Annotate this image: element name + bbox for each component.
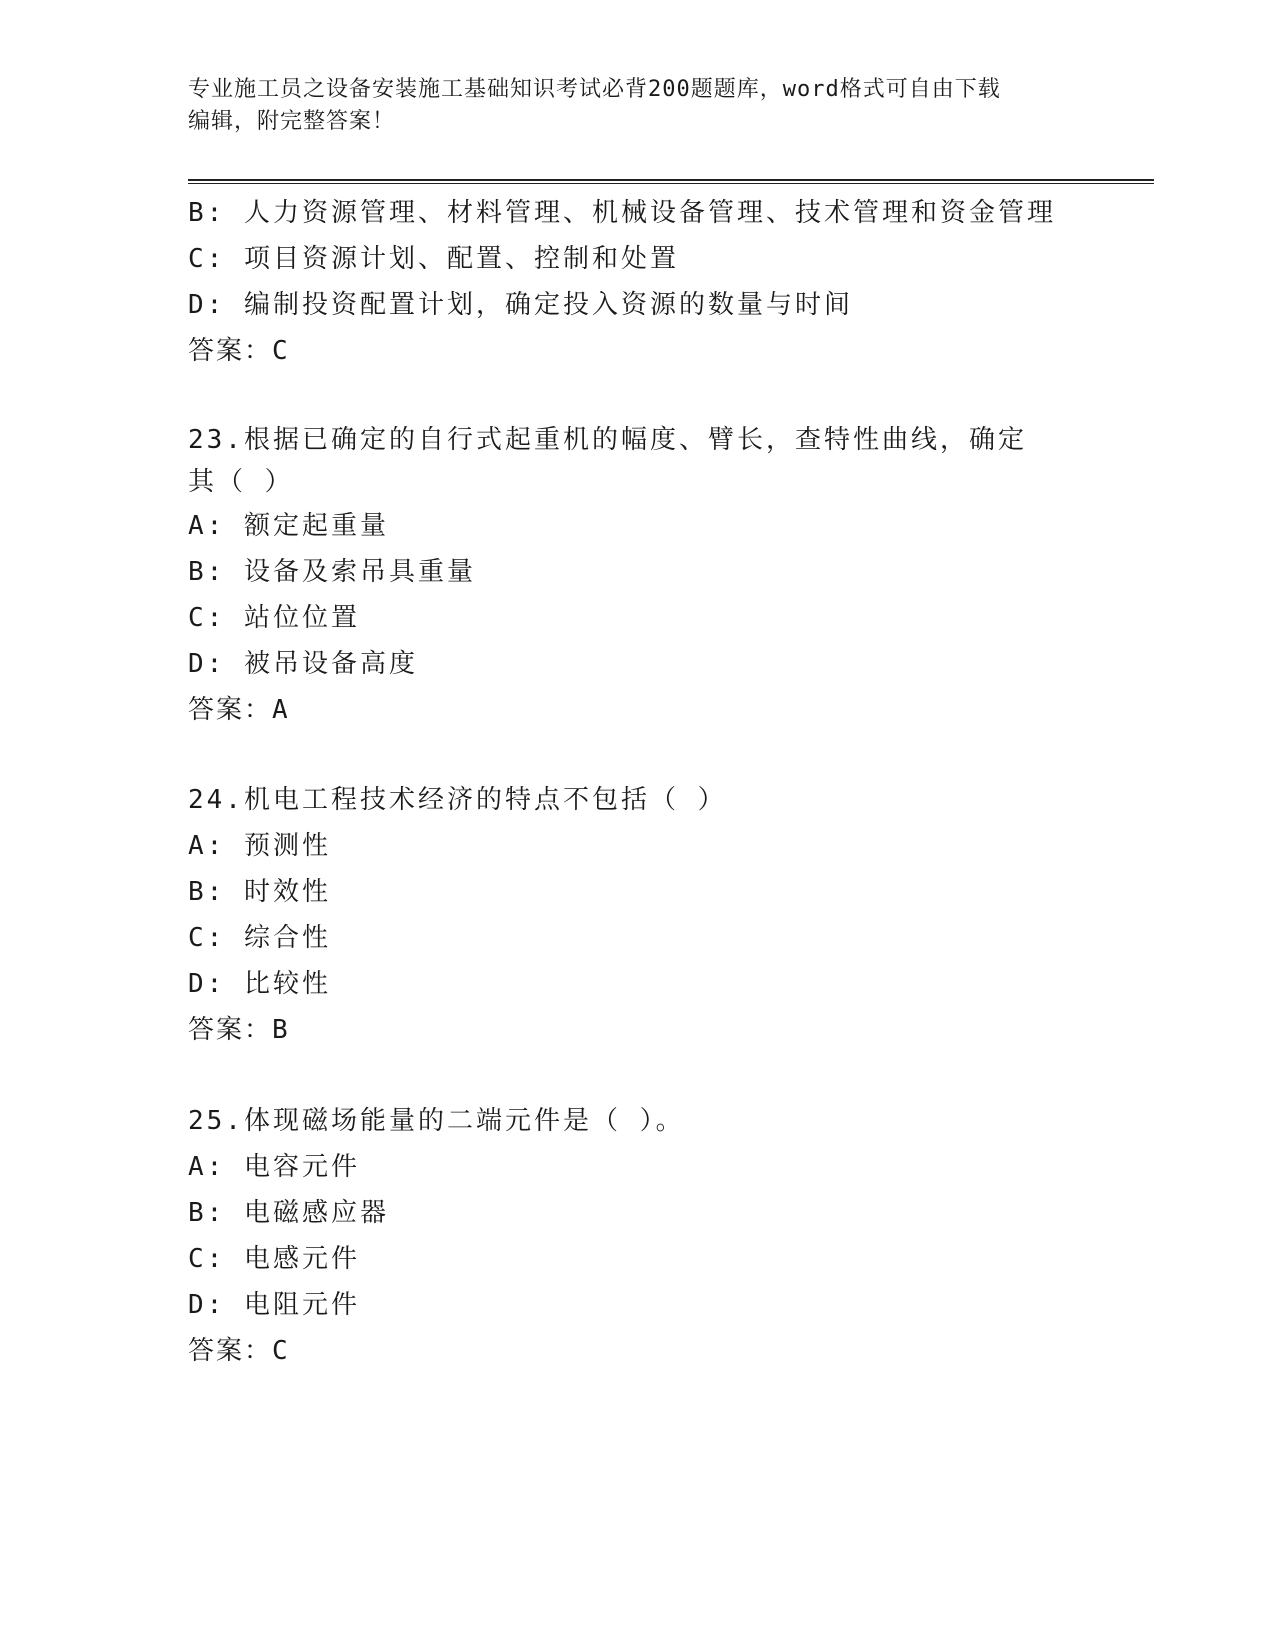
- option-c: C: 站位位置: [188, 603, 360, 633]
- answer-value: B: [272, 1015, 291, 1045]
- answer-label: 答案：: [188, 336, 273, 366]
- option-c: C: 电感元件: [188, 1244, 360, 1274]
- option-d: D: 被吊设备高度: [188, 649, 418, 679]
- answer-value: C: [272, 336, 291, 366]
- option-c: C: 综合性: [188, 923, 331, 953]
- answer-line: [188, 1328, 1088, 1374]
- answer-line: [188, 1007, 1088, 1053]
- question-22-continued: [188, 190, 1088, 374]
- answer-line: [188, 328, 1088, 374]
- option-a: A: 电容元件: [188, 1152, 360, 1182]
- option-b: B: 时效性: [188, 877, 331, 907]
- option-c: C: 项目资源计划、配置、控制和处置: [188, 244, 679, 274]
- spacer: [188, 1053, 1088, 1098]
- answer-line: [188, 687, 1088, 733]
- spacer: [188, 374, 1088, 419]
- option-a: A: 额定起重量: [188, 511, 389, 541]
- question-23: [188, 419, 1088, 733]
- question-25: [188, 1098, 1088, 1374]
- answer-value: C: [272, 1336, 291, 1366]
- question-content: [188, 190, 1088, 1374]
- header-divider-thick: [188, 179, 1154, 181]
- option-b: B: 设备及索吊具重量: [188, 557, 476, 587]
- question-stem: 25.体现磁场能量的二端元件是（ ）。: [188, 1106, 685, 1136]
- option-d: D: 比较性: [188, 969, 331, 999]
- question-stem: 24.机电工程技术经济的特点不包括（ ）: [188, 785, 727, 815]
- option-b: B: 人力资源管理、材料管理、机械设备管理、技术管理和资金管理: [188, 198, 1056, 228]
- option-b: B: 电磁感应器: [188, 1198, 389, 1228]
- header-title-line1: 专业施工员之设备安装施工基础知识考试必背200题题库，word格式可自由下载: [188, 77, 1001, 102]
- option-d: D: 电阻元件: [188, 1290, 360, 1320]
- answer-value: A: [272, 695, 291, 725]
- question-stem: 23.根据已确定的自行式起重机的幅度、臂长，查特性曲线，确定其（ ）: [188, 425, 1027, 497]
- header-title-line2: 编辑，附完整答案！: [188, 109, 396, 134]
- answer-label: 答案：: [188, 695, 273, 725]
- option-d: D: 编制投资配置计划，确定投入资源的数量与时间: [188, 290, 853, 320]
- spacer: [188, 733, 1088, 777]
- answer-label: 答案：: [188, 1336, 273, 1366]
- answer-label: 答案：: [188, 1015, 273, 1045]
- option-a: A: 预测性: [188, 831, 331, 861]
- document-header: [188, 74, 1088, 138]
- header-divider-thin: [188, 183, 1154, 184]
- question-24: [188, 777, 1088, 1053]
